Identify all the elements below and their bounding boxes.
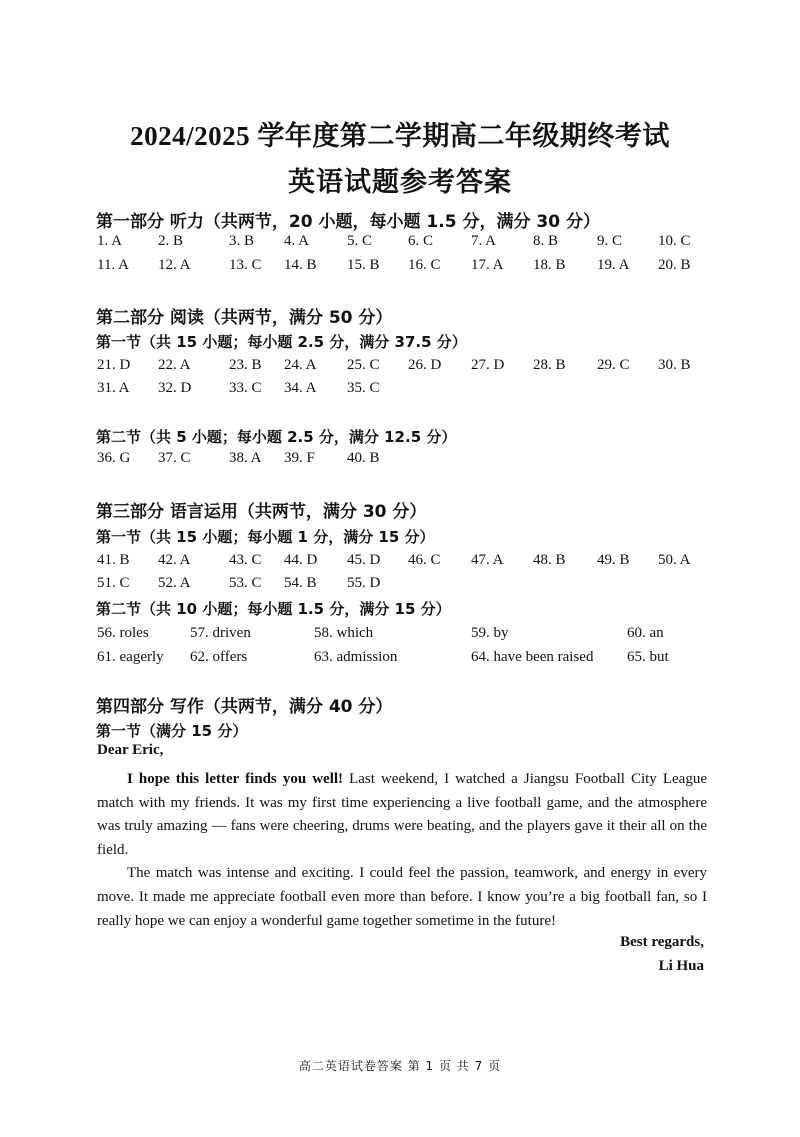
answer-item: 20. B: [658, 257, 691, 273]
answer-item: 46. C: [408, 552, 441, 568]
letter-paragraph-text: Last weekend, I watched a Jiangsu Football City League match with my friends. It was my first time experiencing a live football game, and the atmosphere was truly amazing — fans were cheering, drums were beating, and the players gave it their all on the field.: [97, 771, 707, 858]
answer-item: 13. C: [229, 257, 262, 273]
answer-item: 35. C: [347, 380, 380, 396]
answer-item: 54. B: [284, 575, 317, 591]
letter-body: [97, 768, 707, 933]
letter-paragraph: The match was intense and exciting. I could feel the passion, teamwork, and energy in every move. It made me appreciate football even more than before. I know you’re a big football fan, so I really hope we can enjoy a wonderful game together sometime in the future!: [97, 865, 707, 929]
answer-item: 37. C: [158, 450, 191, 466]
answer-item: 7. A: [471, 233, 497, 249]
part4-section1-heading: 第一节（满分 15 分）: [96, 722, 248, 740]
answer-item: 8. B: [533, 233, 559, 249]
answer-item: 11. A: [97, 257, 129, 273]
answer-item: 29. C: [597, 357, 630, 373]
answer-item: 32. D: [158, 380, 192, 396]
part3-section2-heading: 第二节（共 10 小题；每小题 1.5 分，满分 15 分）: [96, 600, 451, 618]
answer-item: 25. C: [347, 357, 380, 373]
answer-item: 64. have been raised: [471, 649, 594, 665]
letter-signature: Li Hua: [658, 958, 704, 974]
answer-row: [97, 357, 717, 375]
answer-item: 3. B: [229, 233, 255, 249]
part2-section1-heading: 第一节（共 15 小题；每小题 2.5 分，满分 37.5 分）: [96, 333, 467, 351]
answer-item: 9. C: [597, 233, 623, 249]
answer-item: 48. B: [533, 552, 566, 568]
answer-item: 6. C: [408, 233, 434, 249]
answer-item: 60. an: [627, 625, 664, 641]
answer-item: 12. A: [158, 257, 191, 273]
part2-heading: 第二部分 阅读（共两节，满分 50 分）: [96, 308, 393, 328]
answer-item: 26. D: [408, 357, 442, 373]
answer-item: 15. B: [347, 257, 380, 273]
answer-item: 18. B: [533, 257, 566, 273]
answer-item: 41. B: [97, 552, 130, 568]
answer-item: 40. B: [347, 450, 380, 466]
answer-item: 23. B: [229, 357, 262, 373]
part2-section2-heading: 第二节（共 5 小题；每小题 2.5 分，满分 12.5 分）: [96, 428, 457, 446]
letter-opening-bold: I hope this letter finds you well!: [127, 771, 344, 787]
answer-item: 61. eagerly: [97, 649, 164, 665]
answer-item: 58. which: [314, 625, 374, 641]
answer-item: 56. roles: [97, 625, 149, 641]
answer-item: 65. but: [627, 649, 669, 665]
answer-item: 14. B: [284, 257, 317, 273]
answer-row: [97, 257, 717, 275]
answer-item: 31. A: [97, 380, 130, 396]
answer-item: 45. D: [347, 552, 381, 568]
answer-row: [97, 233, 717, 251]
answer-item: 53. C: [229, 575, 262, 591]
answer-item: 19. A: [597, 257, 630, 273]
answer-item: 2. B: [158, 233, 184, 249]
part3-heading: 第三部分 语言运用（共两节，满分 30 分）: [96, 502, 427, 522]
answer-item: 22. A: [158, 357, 191, 373]
answer-item: 34. A: [284, 380, 317, 396]
answer-item: 24. A: [284, 357, 317, 373]
answer-item: 59. by: [471, 625, 509, 641]
answer-item: 62. offers: [190, 649, 248, 665]
answer-item: 57. driven: [190, 625, 251, 641]
answer-item: 16. C: [408, 257, 441, 273]
answer-item: 27. D: [471, 357, 505, 373]
letter-salutation: Dear Eric,: [97, 742, 164, 758]
letter-closing: Best regards,: [620, 934, 704, 950]
page-footer: 高二英语试卷答案 第 1 页 共 7 页: [298, 1059, 502, 1073]
answer-item: 4. A: [284, 233, 310, 249]
answer-item: 1. A: [97, 233, 123, 249]
answer-item: 36. G: [97, 450, 131, 466]
answer-item: 51. C: [97, 575, 130, 591]
answer-item: 42. A: [158, 552, 191, 568]
answer-row: [97, 552, 717, 570]
answer-item: 28. B: [533, 357, 566, 373]
answer-row: [97, 625, 717, 643]
answer-item: 39. F: [284, 450, 315, 466]
answer-item: 5. C: [347, 233, 373, 249]
answer-item: 30. B: [658, 357, 691, 373]
answer-item: 63. admission: [314, 649, 398, 665]
answer-row: [97, 380, 717, 398]
answer-item: 47. A: [471, 552, 504, 568]
answer-item: 33. C: [229, 380, 262, 396]
answer-item: 49. B: [597, 552, 630, 568]
letter-paragraph: [97, 768, 707, 862]
answer-item: 52. A: [158, 575, 191, 591]
document-title: 2024/2025 学年度第二学期高二年级期终考试: [130, 121, 670, 151]
answer-item: 44. D: [284, 552, 318, 568]
part4-heading: 第四部分 写作（共两节，满分 40 分）: [96, 697, 393, 717]
answer-item: 43. C: [229, 552, 262, 568]
answer-item: 10. C: [658, 233, 691, 249]
answer-row: [97, 649, 717, 667]
document-subtitle: 英语试题参考答案: [288, 167, 512, 197]
part1-heading: 第一部分 听力（共两节，20 小题，每小题 1.5 分，满分 30 分）: [96, 212, 600, 232]
answer-row: [97, 575, 717, 593]
answer-item: 55. D: [347, 575, 381, 591]
answer-item: 50. A: [658, 552, 691, 568]
answer-item: 17. A: [471, 257, 504, 273]
answer-item: 21. D: [97, 357, 131, 373]
part3-section1-heading: 第一节（共 15 小题；每小题 1 分，满分 15 分）: [96, 528, 435, 546]
answer-item: 38. A: [229, 450, 262, 466]
answer-row: [97, 450, 717, 468]
